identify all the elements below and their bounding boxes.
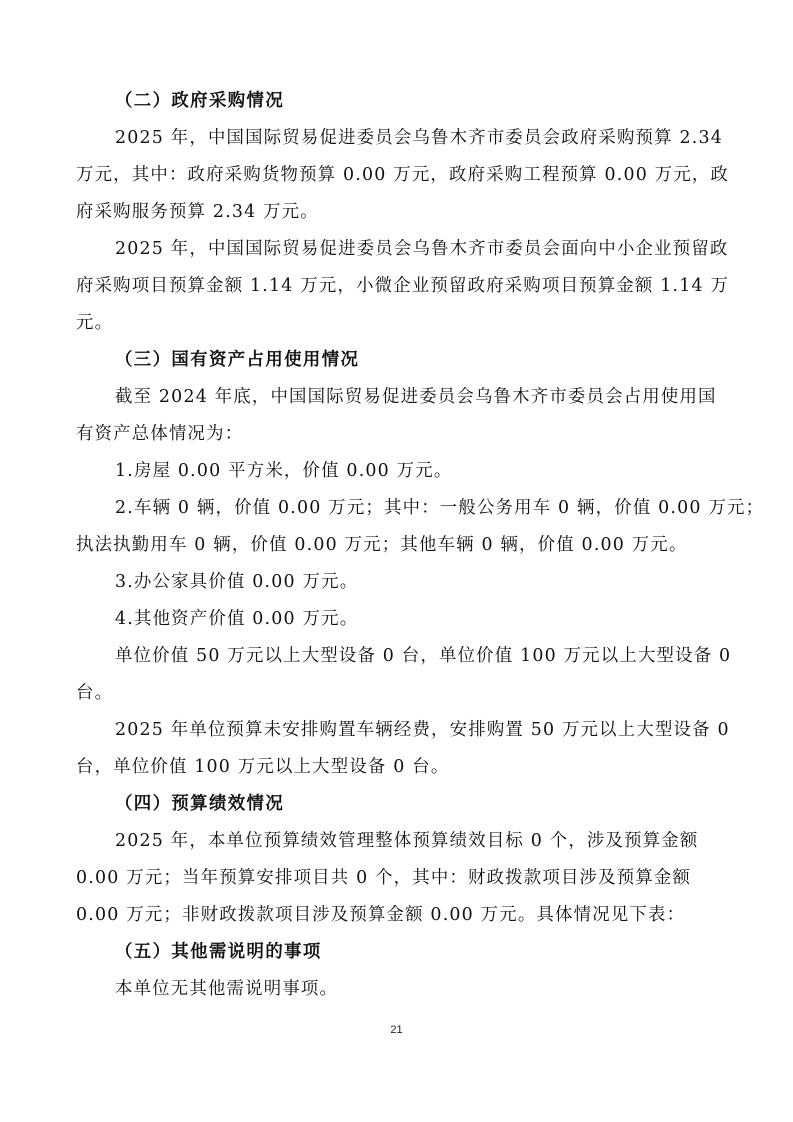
paragraph-line: 单位价值 50 万元以上大型设备 0 台，单位价值 100 万元以上大型设备 0: [115, 646, 732, 666]
paragraph-line: 府采购项目预算金额 1.14 万元，小微企业预留政府采购项目预算金额 1.14 万: [76, 276, 730, 296]
paragraph-line: 2025 年，中国国际贸易促进委员会乌鲁木齐市委员会政府采购预算 2.34: [115, 128, 723, 148]
paragraph-line: 2025 年，中国国际贸易促进委员会乌鲁木齐市委员会面向中小企业预留政: [115, 239, 729, 259]
paragraph-line: 0.00 万元；当年预算安排项目共 0 个，其中：财政拨款项目涉及预算金额: [76, 868, 692, 888]
page-number: 21: [390, 1024, 403, 1036]
paragraph-line: 府采购服务预算 2.34 万元。: [76, 202, 319, 222]
paragraph-line: 台。: [76, 683, 114, 703]
section-heading-procurement: （二）政府采购情况: [115, 91, 285, 111]
section-heading-other: （五）其他需说明的事项: [115, 942, 322, 962]
paragraph-line: 0.00 万元；非财政拨款项目涉及预算金额 0.00 万元。具体情况见下表：: [76, 905, 686, 925]
paragraph-line: 截至 2024 年底，中国国际贸易促进委员会乌鲁木齐市委员会占用使用国: [115, 387, 717, 407]
paragraph-line: 2025 年，本单位预算绩效管理整体预算绩效目标 0 个，涉及预算金额: [115, 831, 699, 851]
list-item-vehicles-cont: 执法执勤用车 0 辆，价值 0.00 万元；其他车辆 0 辆，价值 0.00 万元。: [76, 535, 688, 555]
paragraph-line: 本单位无其他需说明事项。: [115, 979, 339, 999]
paragraph-line: 万元，其中：政府采购货物预算 0.00 万元，政府采购工程预算 0.00 万元，政: [76, 165, 730, 185]
list-item-other-assets: 4.其他资产价值 0.00 万元。: [115, 609, 359, 629]
list-item-vehicles: 2.车辆 0 辆，价值 0.00 万元；其中：一般公务用车 0 辆，价值 0.00 万元；: [115, 498, 765, 518]
section-heading-assets: （三）国有资产占用使用情况: [115, 350, 360, 370]
section-heading-performance: （四）预算绩效情况: [115, 794, 285, 814]
paragraph-line: 元。: [76, 313, 114, 333]
paragraph-line: 有资产总体情况为：: [76, 424, 244, 444]
paragraph-line: 台，单位价值 100 万元以上大型设备 0 台。: [76, 757, 450, 777]
list-item-housing: 1.房屋 0.00 平方米，价值 0.00 万元。: [115, 461, 453, 481]
paragraph-line: 2025 年单位预算未安排购置车辆经费，安排购置 50 万元以上大型设备 0: [115, 720, 730, 740]
list-item-furniture: 3.办公家具价值 0.00 万元。: [115, 572, 359, 592]
